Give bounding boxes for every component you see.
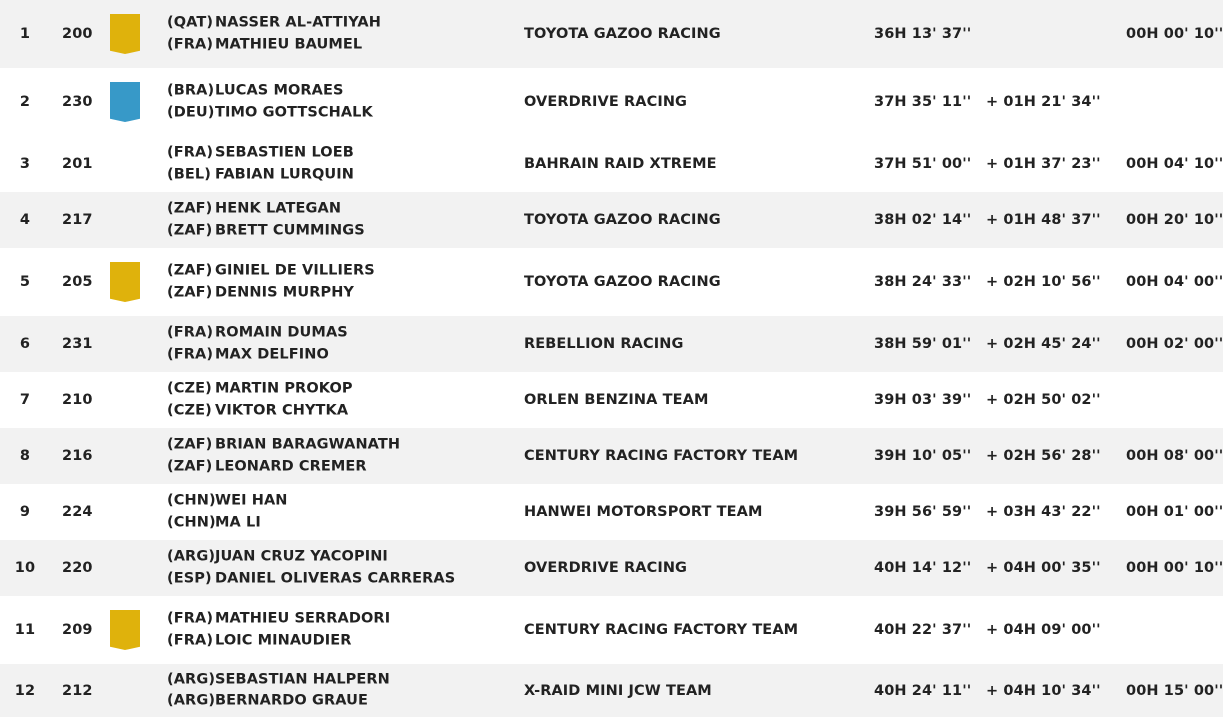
gold-flag-icon [110,14,140,54]
codriver-name: VIKTOR CHYTKA [215,402,349,418]
total-time-cell: 40H 24' 11'' [874,682,972,699]
team-cell: X-RAID MINI JCW TEAM [524,682,712,699]
codriver-line [167,691,390,713]
crew-cell [167,261,375,304]
driver-line [167,435,400,457]
driver-name: MARTIN PROKOP [215,380,353,397]
total-time-cell: 39H 10' 05'' [874,448,972,464]
position-cell: 7 [19,392,31,408]
driver-line [167,199,365,221]
car-number-cell: 200 [62,26,93,42]
driver-line [167,13,381,35]
total-time-cell: 39H 56' 59'' [874,504,972,520]
car-number-cell: 201 [62,156,93,172]
table-row[interactable] [0,316,1223,372]
driver-country: (ZAF) [167,262,213,279]
team-cell: CENTURY RACING FACTORY TEAM [524,448,799,464]
driver-country: (ARG) [167,548,216,565]
total-time-cell: 38H 02' 14'' [874,212,972,228]
driver-country: (FRA) [167,144,214,161]
team-cell: TOYOTA GAZOO RACING [524,274,721,290]
car-number-cell: 212 [62,682,93,699]
codriver-country: (FRA) [167,346,214,362]
gap-cell: + 01H 21' 34'' [986,94,1101,110]
codriver-name: DENNIS MURPHY [215,284,355,300]
total-time-cell: 39H 03' 39'' [874,392,972,408]
crew-cell [167,323,348,366]
crew-cell [167,13,381,56]
crew-cell [167,547,455,590]
driver-country: (FRA) [167,324,214,341]
codriver-country: (FRA) [167,36,214,52]
position-cell: 9 [19,504,31,520]
gap-cell: + 02H 10' 56'' [986,274,1101,290]
crew-cell [167,609,390,652]
team-cell: OVERDRIVE RACING [524,94,688,110]
codriver-country: (ZAF) [167,284,213,300]
codriver-country: (ESP) [167,570,212,586]
car-number-cell: 224 [62,504,93,520]
position-cell: 12 [14,682,36,699]
penalty-cell: 00H 02' 00'' [1126,336,1223,352]
codriver-country: (ARG) [167,692,216,709]
codriver-line [167,282,375,304]
penalty-cell: 00H 04' 10'' [1126,156,1223,172]
driver-name: NASSER AL-ATTIYAH [215,14,381,31]
codriver-line [167,456,400,478]
total-time-cell: 37H 35' 11'' [874,94,972,110]
table-row[interactable] [0,192,1223,248]
gap-cell: + 02H 45' 24'' [986,336,1101,352]
driver-line [167,261,375,283]
total-time-cell: 38H 24' 33'' [874,274,972,290]
total-time-cell: 40H 14' 12'' [874,560,972,576]
position-cell: 11 [14,622,36,638]
penalty-cell: 00H 04' 00'' [1126,274,1223,290]
team-cell: BAHRAIN RAID XTREME [524,156,717,172]
table-row[interactable] [0,68,1223,136]
gap-cell: + 04H 10' 34'' [986,682,1101,699]
codriver-country: (ZAF) [167,222,213,238]
position-cell: 1 [19,26,31,42]
crew-cell [167,199,365,242]
car-number-cell: 210 [62,392,93,408]
driver-line [167,547,455,569]
penalty-cell: 00H 20' 10'' [1126,212,1223,228]
driver-country: (CZE) [167,380,212,397]
codriver-line [167,34,381,56]
codriver-name: LEONARD CREMER [215,458,367,474]
car-number-cell: 216 [62,448,93,464]
crew-cell [167,81,373,124]
driver-name: BRIAN BARAGWANATH [215,436,401,453]
team-cell: CENTURY RACING FACTORY TEAM [524,622,799,638]
total-time-cell: 37H 51' 00'' [874,156,972,172]
codriver-line [167,102,373,124]
gap-cell: + 04H 00' 35'' [986,560,1101,576]
penalty-cell: 00H 00' 10'' [1126,560,1223,576]
penalty-cell: 00H 01' 00'' [1126,504,1223,520]
codriver-name: TIMO GOTTSCHALK [215,104,373,120]
position-cell: 3 [19,156,31,172]
codriver-name: FABIAN LURQUIN [215,166,355,182]
crew-cell [167,669,390,712]
table-row[interactable] [0,136,1223,192]
team-cell: TOYOTA GAZOO RACING [524,26,721,42]
driver-name: SEBASTIEN LOEB [215,144,354,161]
driver-country: (BRA) [167,82,215,99]
penalty-cell: 00H 15' 00'' [1126,682,1223,699]
driver-line [167,609,390,631]
team-cell: REBELLION RACING [524,336,684,352]
codriver-name: MA LI [215,514,261,530]
blue-flag-icon [110,82,140,122]
codriver-line [167,164,354,186]
car-number-cell: 209 [62,622,93,638]
gap-cell: + 02H 56' 28'' [986,448,1101,464]
table-row[interactable] [0,664,1223,717]
codriver-country: (BEL) [167,166,211,182]
gap-cell: + 04H 09' 00'' [986,622,1101,638]
gold-flag-icon [110,262,140,302]
driver-name: HENK LATEGAN [215,200,342,217]
codriver-line [167,512,288,534]
codriver-line [167,630,390,652]
codriver-line [167,220,365,242]
codriver-name: MATHIEU BAUMEL [215,36,363,52]
driver-country: (ZAF) [167,200,213,217]
table-row[interactable] [0,596,1223,664]
car-number-cell: 205 [62,274,93,290]
crew-cell [167,379,353,422]
driver-name: JUAN CRUZ YACOPINI [215,548,388,565]
team-cell: ORLEN BENZINA TEAM [524,392,709,408]
gap-cell: + 02H 50' 02'' [986,392,1101,408]
position-cell: 6 [19,336,31,352]
position-cell: 5 [19,274,31,290]
position-cell: 2 [19,94,31,110]
table-row[interactable] [0,248,1223,316]
team-cell: TOYOTA GAZOO RACING [524,212,721,228]
codriver-country: (FRA) [167,632,214,648]
crew-cell [167,435,400,478]
driver-line [167,81,373,103]
table-row[interactable] [0,372,1223,428]
codriver-name: BERNARDO GRAUE [215,692,368,709]
table-row[interactable] [0,428,1223,484]
total-time-cell: 36H 13' 37'' [874,26,972,42]
codriver-line [167,568,455,590]
driver-name: LUCAS MORAES [215,82,344,99]
total-time-cell: 38H 59' 01'' [874,336,972,352]
car-number-cell: 231 [62,336,93,352]
gap-cell: + 03H 43' 22'' [986,504,1101,520]
team-cell: HANWEI MOTORSPORT TEAM [524,504,763,520]
codriver-country: (ZAF) [167,458,213,474]
penalty-cell: 00H 08' 00'' [1126,448,1223,464]
driver-name: WEI HAN [215,492,288,509]
codriver-line [167,400,353,422]
gap-cell: + 01H 48' 37'' [986,212,1101,228]
team-cell: OVERDRIVE RACING [524,560,688,576]
driver-line [167,491,288,513]
driver-country: (FRA) [167,610,214,627]
codriver-name: MAX DELFINO [215,346,329,362]
driver-country: (ARG) [167,671,216,687]
driver-name: MATHIEU SERRADORI [215,610,391,627]
driver-line [167,669,390,691]
table-row[interactable] [0,540,1223,596]
car-number-cell: 220 [62,560,93,576]
penalty-cell: 00H 00' 10'' [1126,26,1223,42]
driver-line [167,323,348,345]
table-row[interactable] [0,0,1223,68]
position-cell: 8 [19,448,31,464]
driver-line [167,379,353,401]
codriver-name: DANIEL OLIVERAS CARRERAS [215,570,456,586]
driver-country: (ZAF) [167,436,213,453]
driver-country: (CHN) [167,492,216,509]
codriver-line [167,344,348,366]
position-cell: 10 [14,560,36,576]
codriver-name: LOIC MINAUDIER [215,632,352,648]
codriver-country: (CZE) [167,402,212,418]
total-time-cell: 40H 22' 37'' [874,622,972,638]
car-number-cell: 217 [62,212,93,228]
car-number-cell: 230 [62,94,93,110]
codriver-country: (CHN) [167,514,216,530]
driver-name: SEBASTIAN HALPERN [215,671,390,687]
codriver-country: (DEU) [167,104,215,120]
position-cell: 4 [19,212,31,228]
driver-country: (QAT) [167,14,214,31]
crew-cell [167,491,288,534]
crew-cell [167,143,354,186]
driver-line [167,143,354,165]
driver-name: ROMAIN DUMAS [215,324,348,341]
gold-flag-icon [110,610,140,650]
codriver-name: BRETT CUMMINGS [215,222,365,238]
gap-cell: + 01H 37' 23'' [986,156,1101,172]
table-row[interactable] [0,484,1223,540]
driver-name: GINIEL DE VILLIERS [215,262,375,279]
